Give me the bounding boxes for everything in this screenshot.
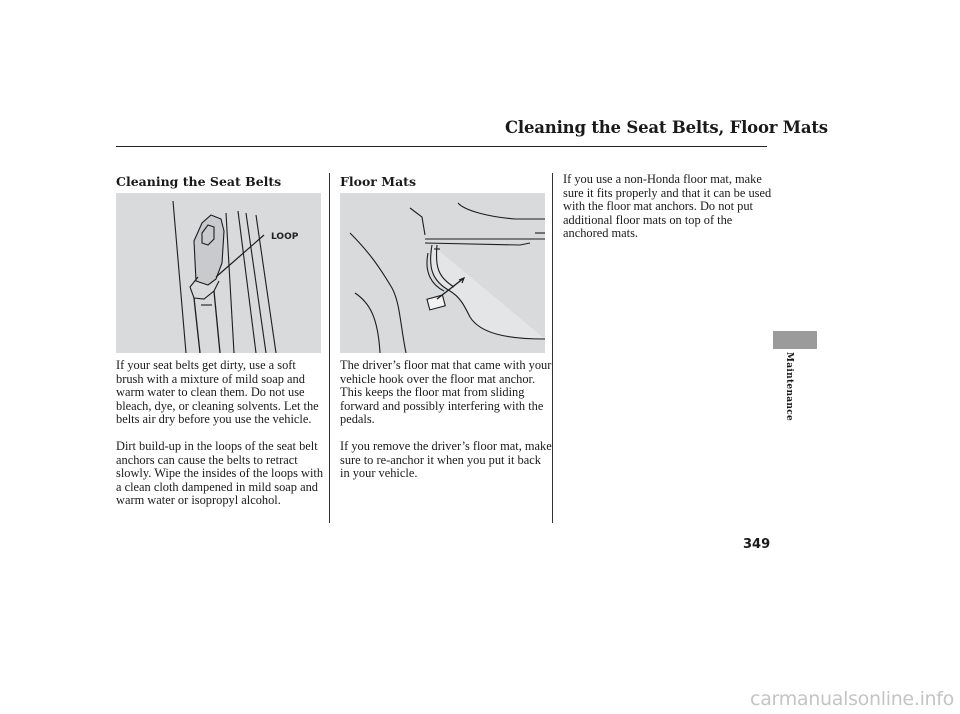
title-rule: [116, 146, 767, 147]
column-divider-left: [329, 173, 330, 523]
floor-mats-heading: Floor Mats: [340, 174, 416, 189]
watermark-link[interactable]: carmanualsonline.info: [750, 688, 954, 710]
floor-mats-paragraph-2: If you remove the driver’s floor mat, make sure to re-anchor it when you put it back in your vehicle.: [340, 439, 552, 481]
loop-callout-label: LOOP: [271, 232, 299, 242]
section-tab: [773, 331, 817, 349]
seat-belts-paragraph-2: Dirt build-up in the loops of the seat belt anchors can cause the belts to retract slowly. Wipe the insides of the loops with a clean cloth dampened in mild soap and warm water or isopropyl alcohol.: [116, 439, 324, 508]
seat-belt-loop-illustration: [116, 193, 321, 353]
section-side-label: Maintenance: [784, 352, 794, 422]
seat-belts-paragraph-1: If your seat belts get dirty, use a soft brush with a mixture of mild soap and warm water to clean them. Do not use bleach, dye, or cleaning solvents. Let the belts air dry before you use the vehicle.: [116, 358, 319, 427]
floor-mat-anchor-illustration: [340, 193, 545, 353]
non-honda-mat-paragraph: If you use a non-Honda floor mat, make sure it fits properly and that it can be used with the floor mat anchors. Do not put additional floor mats on top of the anchored mats.: [563, 172, 772, 241]
column-divider-right: [552, 173, 553, 523]
floor-mats-paragraph-1: The driver’s floor mat that came with your vehicle hook over the floor mat anchor. This keeps the floor mat from sliding forward and possibly interfering with the pedals.: [340, 358, 552, 427]
seat-belts-heading: Cleaning the Seat Belts: [116, 174, 282, 189]
page-number: 349: [743, 537, 771, 552]
page-title: Cleaning the Seat Belts, Floor Mats: [505, 118, 828, 137]
